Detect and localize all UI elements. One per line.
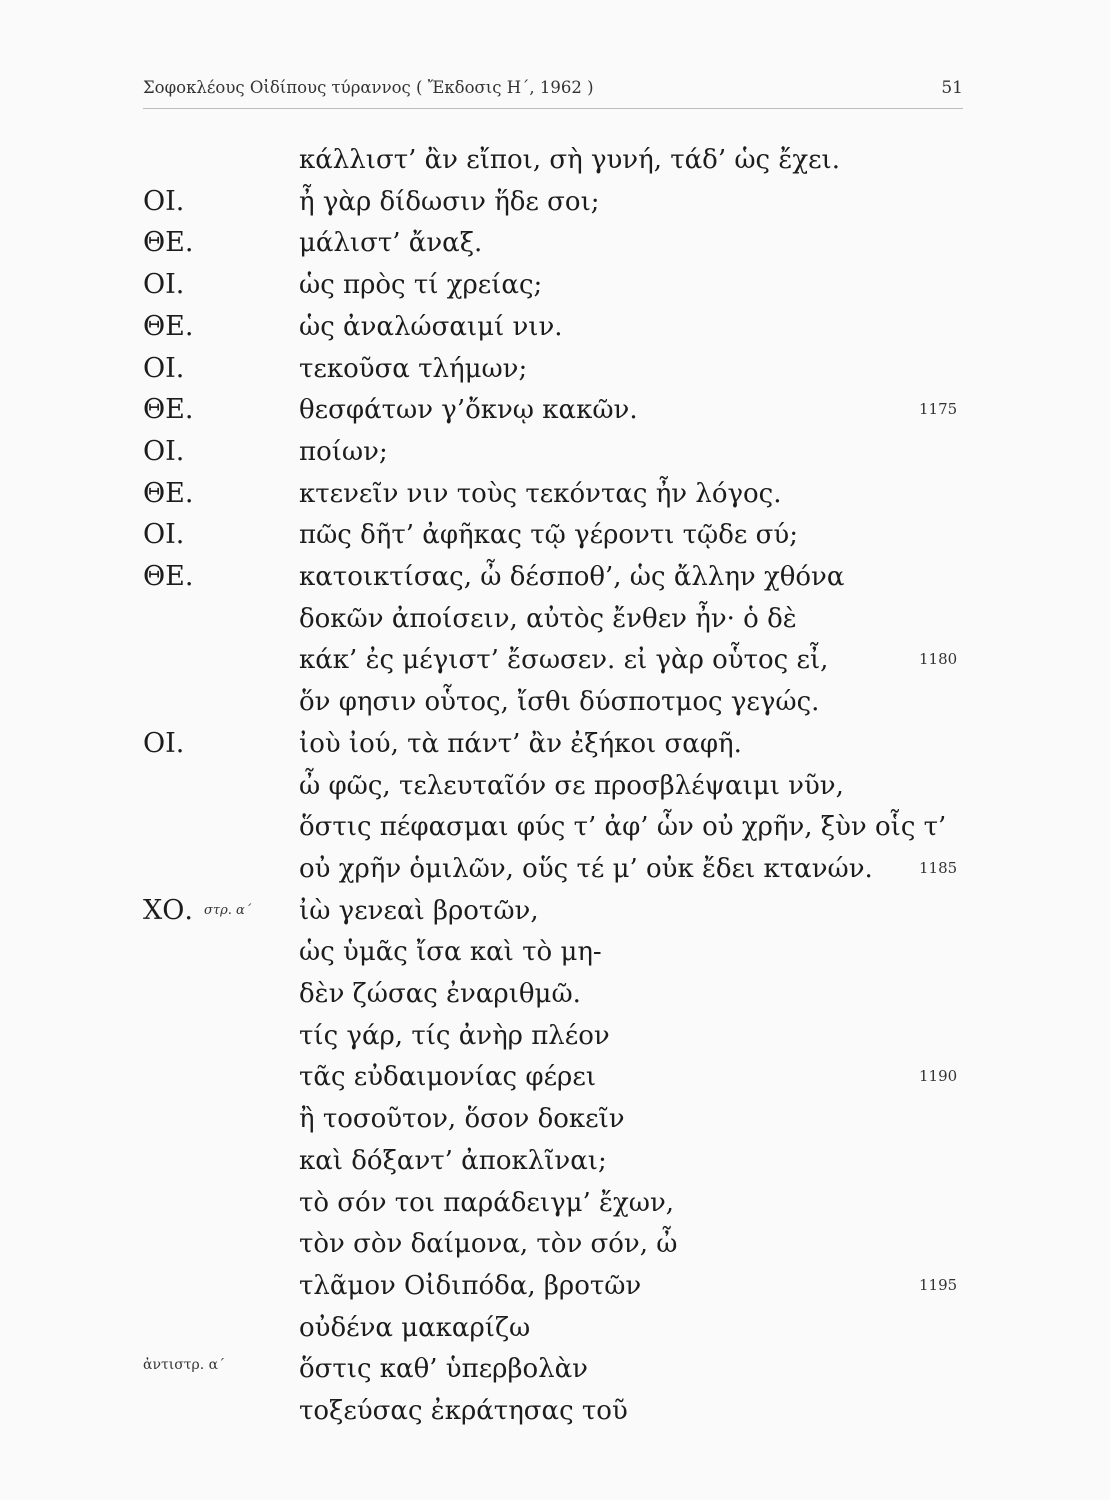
speaker-label: ΧΟ. — [143, 894, 193, 926]
speaker-label: ΘΕ. — [143, 394, 194, 426]
verse-line — [0, 1266, 1110, 1308]
verse-text: ἢ τοσοῦτον, ὅσον δοκεῖν — [299, 1104, 625, 1135]
verse-text: μάλιστ’ ἄναξ. — [299, 228, 483, 259]
verse-line — [0, 1308, 1110, 1350]
verse-line — [0, 515, 1110, 557]
verse-text: κατοικτίσας, ὦ δέσποθ’, ὡς ἄλλην χθόνα — [299, 562, 845, 592]
verse-line — [0, 557, 1110, 599]
speaker-label: ΟΙ. — [143, 352, 185, 384]
verse-text: κάλλιστ’ ἂν εἴποι, σὴ γυνή, τάδ’ ὡς ἔχει. — [299, 145, 841, 175]
line-number: 1195 — [919, 1275, 958, 1294]
verse-text: τᾶς εὐδαιμονίας φέρει — [299, 1062, 597, 1093]
verse-text: ὅν φησιν οὗτος, ἴσθι δύσποτμος γεγώς. — [299, 687, 820, 718]
line-number: 1185 — [919, 858, 958, 877]
verse-text: ὅστις πέφασμαι φύς τ’ ἀφ’ ὧν οὐ χρῆν, ξὺν οἷς τ’ — [299, 812, 947, 843]
verse-line — [0, 474, 1110, 516]
verse-line — [0, 640, 1110, 682]
verse-line — [0, 1016, 1110, 1058]
verse-line — [0, 1224, 1110, 1266]
verse-text: ὡς πρὸς τί χρείας; — [299, 270, 543, 301]
verse-text: ὡς ἀναλώσαιμί νιν. — [299, 311, 563, 342]
verse-line — [0, 265, 1110, 307]
line-number: 1190 — [919, 1067, 958, 1086]
verse-line — [0, 1099, 1110, 1141]
verse-text: τὸ σόν τοι παράδειγμ’ ἔχων, — [299, 1187, 675, 1218]
verse-line — [0, 182, 1110, 224]
verse-line — [0, 891, 1110, 933]
verse-line — [0, 1391, 1110, 1433]
verse-line — [0, 223, 1110, 265]
verse-line — [0, 307, 1110, 349]
verse-line — [0, 932, 1110, 974]
verse-text: ἰοὺ ἰού, τὰ πάντ’ ἂν ἐξήκοι σαφῆ. — [299, 728, 742, 759]
verse-text: πῶς δῆτ’ ἀφῆκας τῷ γέροντι τῷδε σύ; — [299, 520, 798, 551]
speaker-label: ΘΕ. — [143, 310, 194, 342]
verse-line — [0, 724, 1110, 766]
verse-text: τοξεύσας ἐκράτησας τοῦ — [299, 1396, 628, 1426]
verse-line — [0, 432, 1110, 474]
verse-line — [0, 140, 1110, 182]
verse-text: τλᾶμον Οἰδιπόδα, βροτῶν — [299, 1270, 642, 1301]
verse-line — [0, 849, 1110, 891]
verse-line — [0, 974, 1110, 1016]
verse-text: οὐδένα μακαρίζω — [299, 1312, 531, 1343]
verse-text: τίς γάρ, τίς ἀνὴρ πλέον — [299, 1020, 610, 1051]
page-number: 51 — [941, 78, 963, 98]
verse-text: ποίων; — [299, 436, 388, 467]
verse-text: καὶ δόξαντ’ ἀποκλῖναι; — [299, 1145, 607, 1176]
verse-text: ἰὼ γενεαὶ βροτῶν, — [299, 895, 539, 926]
running-title: Σοφοκλέους Οἰδίπους τύραννος ( Ἔκδοσις Η΄, 1962 ) — [143, 78, 594, 97]
verse-text: οὐ χρῆν ὁμιλῶν, οὕς τέ μ’ οὐκ ἔδει κτανών. — [299, 853, 873, 884]
verse-text: τὸν σὸν δαίμονα, τὸν σόν, ὦ — [299, 1229, 678, 1260]
verse-text: κτενεῖν νιν τοὺς τεκόντας ἦν λόγος. — [299, 478, 782, 509]
verse-line — [0, 682, 1110, 724]
speaker-label: ΘΕ. — [143, 227, 194, 259]
verse-text: κάκ’ ἐς μέγιστ’ ἔσωσεν. εἰ γὰρ οὗτος εἶ, — [299, 645, 829, 676]
speaker-label: ΟΙ. — [143, 435, 185, 467]
speaker-label: ΘΕ. — [143, 561, 194, 592]
stanza-marker: ἀντιστρ. α΄ — [143, 1357, 226, 1374]
verse-text: δὲν ζώσας ἐναριθμῶ. — [299, 979, 581, 1009]
verse-text: τεκοῦσα τλήμων; — [299, 353, 528, 384]
verse-line — [0, 349, 1110, 391]
speaker-label: ΘΕ. — [143, 477, 194, 509]
verse-text: δοκῶν ἀποίσειν, αὐτὸς ἔνθεν ἦν· ὁ δὲ — [299, 603, 797, 634]
verse-line — [0, 1057, 1110, 1099]
speaker-label: ΟΙ. — [143, 269, 185, 301]
verse-text: ὅστις καθ’ ὑπερβολὰν — [299, 1354, 588, 1385]
stanza-label: στρ. α΄ — [204, 902, 252, 918]
verse-line — [0, 1183, 1110, 1225]
verse-text: ἦ γὰρ δίδωσιν ἥδε σοι; — [299, 186, 600, 217]
verse-text: ὡς ὑμᾶς ἴσα καὶ τὸ μη- — [299, 937, 602, 968]
line-number: 1180 — [919, 650, 958, 669]
speaker-label: ΟΙ. — [143, 185, 185, 217]
verse-line — [0, 599, 1110, 641]
verse-line — [0, 807, 1110, 849]
verse-line — [0, 766, 1110, 808]
speaker-label: ΟΙ. — [143, 727, 185, 759]
verse-line — [0, 1141, 1110, 1183]
speaker-label: ΟΙ. — [143, 519, 185, 551]
verse-line — [0, 1349, 1110, 1391]
verse-text: θεσφάτων γ’ὄκνῳ κακῶν. — [299, 395, 638, 426]
line-number: 1175 — [919, 400, 958, 419]
verse-line — [0, 390, 1110, 432]
verse-text: ὦ φῶς, τελευταῖόν σε προσβλέψαιμι νῦν, — [299, 770, 844, 801]
